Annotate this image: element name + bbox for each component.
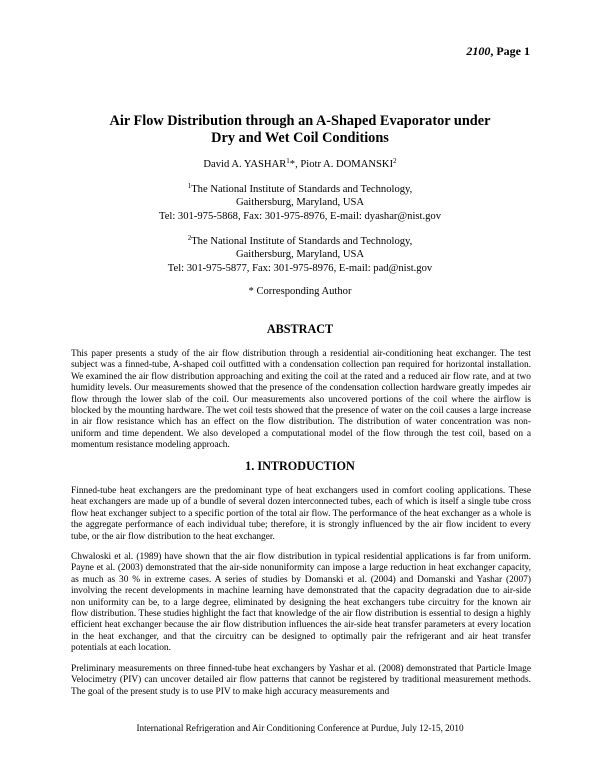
page-footer: International Refrigeration and Air Conditioning Conference at Purdue, July 12-15, 2010: [136, 723, 464, 733]
author-1-affiliation-mark: 1: [286, 157, 290, 165]
introduction-body: [71, 486, 531, 707]
author-2-affiliation-mark: 2: [393, 157, 397, 165]
author-2-name: Piotr A. DOMANSKI: [300, 159, 394, 170]
corresponding-mark: *: [289, 159, 296, 170]
paper-title: Air Flow Distribution through an A-Shaped Evaporator under Dry and Wet Coil Conditions: [109, 113, 491, 146]
affiliation-1: [0, 183, 600, 223]
affiliation-2-mark: 2: [187, 234, 192, 242]
affiliation-2-contact: Tel: 301-975-5877, Fax: 301-975-8976, E-mail: pad@nist.gov: [167, 262, 433, 274]
introduction-heading: 1. INTRODUCTION: [245, 459, 355, 473]
affiliation-1-location: Gaithersburg, Maryland, USA: [235, 197, 365, 209]
author-line: [0, 158, 600, 171]
abstract-heading: ABSTRACT: [266, 322, 334, 336]
author-separator: ,: [295, 159, 301, 170]
page-header: [466, 44, 530, 59]
page-label: , Page 1: [490, 44, 530, 58]
affiliation-1-contact: Tel: 301-975-5868, Fax: 301-975-8976, E-mail: dyashar@nist.gov: [158, 210, 442, 222]
intro-paragraph-2: Chwaloski et al. (1989) have shown that the air flow distribution in typical residential applications is far from uniform. Payne et al. (2003) demonstrated that the air-side nonuniformity can impose a large reduction in heat exchanger capacity, as much as 30 % in extreme cases. A series of studies by Domanski et al. (2004) and Domanski and Yashar (2007) involving the recent developments in machine learning have demonstrated that the capacity degradation due to air-side non uniformity can be, to a large degree, eliminated by designing the heat exchangers tube circuitry for the known air flow distribution. These studies highlight the fact that knowledge of the air flow distribution is essential to design a highly efficient heat exchanger because the air flow distribution influences the air-side heat transfer parameters at every location in the heat exchanger, and that the circuitry can be designed to optimally pair the refrigerant and air heat transfer potentials at each location.: [71, 552, 531, 654]
abstract-text: This paper presents a study of the air flow distribution through a residential air-conditioning heat exchanger. The test subject was a finned-tube, A-shaped coil outfitted with a condensation collection pan required for horizontal installation. We examined the air flow distribution approaching and exiting the coil at the rated and a reduced air flow rate, and at two humidity levels. Our measurements showed that the presence of the condensation collection hardware greatly impedes air flow through the lower slab of the coil. Our measurements also uncovered portions of the coil where the airflow is blocked by the mounting hardware. The wet coil tests showed that the presence of water on the coil causes a large increase in air flow resistance which has an effect on the flow distribution. The distribution of water concentration was non-uniform and time dependent. We also developed a computational model of the flow through the test coil, based on a momentum resistance modeling approach.: [71, 349, 531, 451]
affiliation-1-mark: 1: [187, 182, 192, 190]
affiliation-2-institution: $^2$The National Institute of Standards and Technology,: [187, 234, 413, 247]
intro-paragraph-3: Preliminary measurements on three finned-tube heat exchangers by Yashar et al. (2008) demonstrated that Particle Image Velocimetry (PIV) can uncover detailed air flow patterns that cannot be registered by traditional measurement methods. The goal of the present study is to use PIV to make high accuracy measurements and: [71, 663, 531, 697]
affiliation-2: [0, 235, 600, 275]
affiliation-2-location: Gaithersburg, Maryland, USA: [235, 249, 365, 261]
affiliation-1-institution: $^1$The National Institute of Standards and Technology,: [187, 182, 413, 195]
author-1-name: David A. YASHAR: [203, 159, 287, 170]
intro-paragraph-1: Finned-tube heat exchangers are the predominant type of heat exchangers used in comfort cooling applications. These heat exchangers are made up of a bundle of several dozen interconnected tubes, each of which is itself a single tube cross flow heat exchanger subject to a specific portion of the total air flow. The performance of the heat exchanger as a whole is the aggregate performance of each individual tube; therefore, it is strongly influenced by the air flow incident to every tube, or the air flow distribution to the heat exchanger.: [71, 486, 531, 542]
page-number: 2100: [466, 44, 491, 58]
corresponding-author-note: * Corresponding Author: [248, 286, 352, 297]
